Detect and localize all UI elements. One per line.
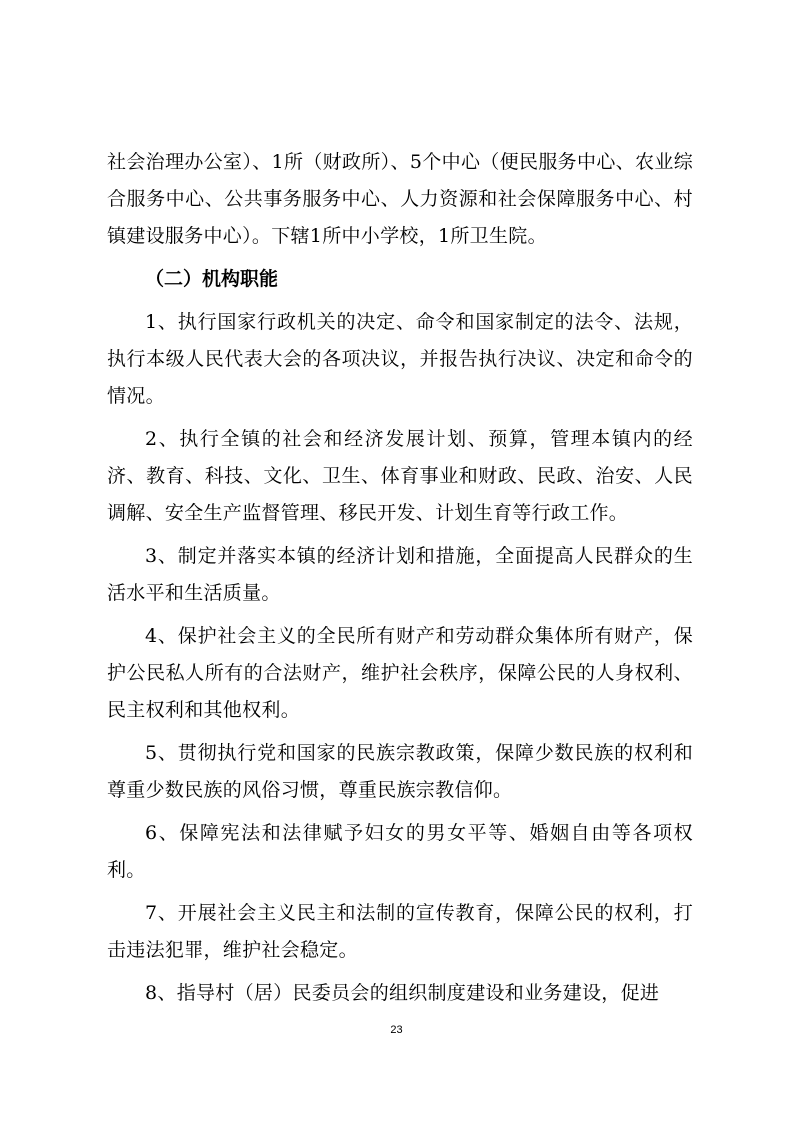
page-number: 23 [390,1024,403,1036]
intro-paragraph: 社会治理办公室）、1所（财政所）、5个中心（便民服务中心、农业综合服务中心、公共事务服务中心、人力资源和社会保障服务中心、村镇建设服务中心）。下辖1所中小学校，1所卫生院。 [107,151,693,247]
section-heading: （二）机构职能 [145,268,279,290]
function-item-1: 1、执行国家行政机关的决定、命令和国家制定的法令、法规，执行本级人民代表大会的各项决议，并报告执行决议、决定和命令的情况。 [107,311,693,407]
function-item-4: 4、保护社会主义的全民所有财产和劳动群众集体所有财产，保护公民私人所有的合法财产，维护社会秩序，保障公民的人身权利、民主权利和其他权利。 [107,625,693,721]
page-content [107,144,693,1018]
function-item-8: 8、指导村（居）民委员会的组织制度建设和业务建设，促进 [145,982,660,1004]
function-item-3: 3、制定并落实本镇的经济计划和措施，全面提高人民群众的生活水平和生活质量。 [107,545,693,604]
function-item-2: 2、执行全镇的社会和经济发展计划、预算，管理本镇内的经济、教育、科技、文化、卫生、体育事业和财政、民政、治安、人民调解、安全生产监督管理、移民开发、计划生育等行政工作。 [107,428,693,524]
function-item-5: 5、贯彻执行党和国家的民族宗教政策，保障少数民族的权利和尊重少数民族的风俗习惯，尊重民族宗教信仰。 [107,742,693,801]
function-item-7: 7、开展社会主义民主和法制的宣传教育，保障公民的权利，打击违法犯罪，维护社会稳定。 [107,902,693,961]
function-item-6: 6、保障宪法和法律赋予妇女的男女平等、婚姻自由等各项权利。 [107,822,693,881]
